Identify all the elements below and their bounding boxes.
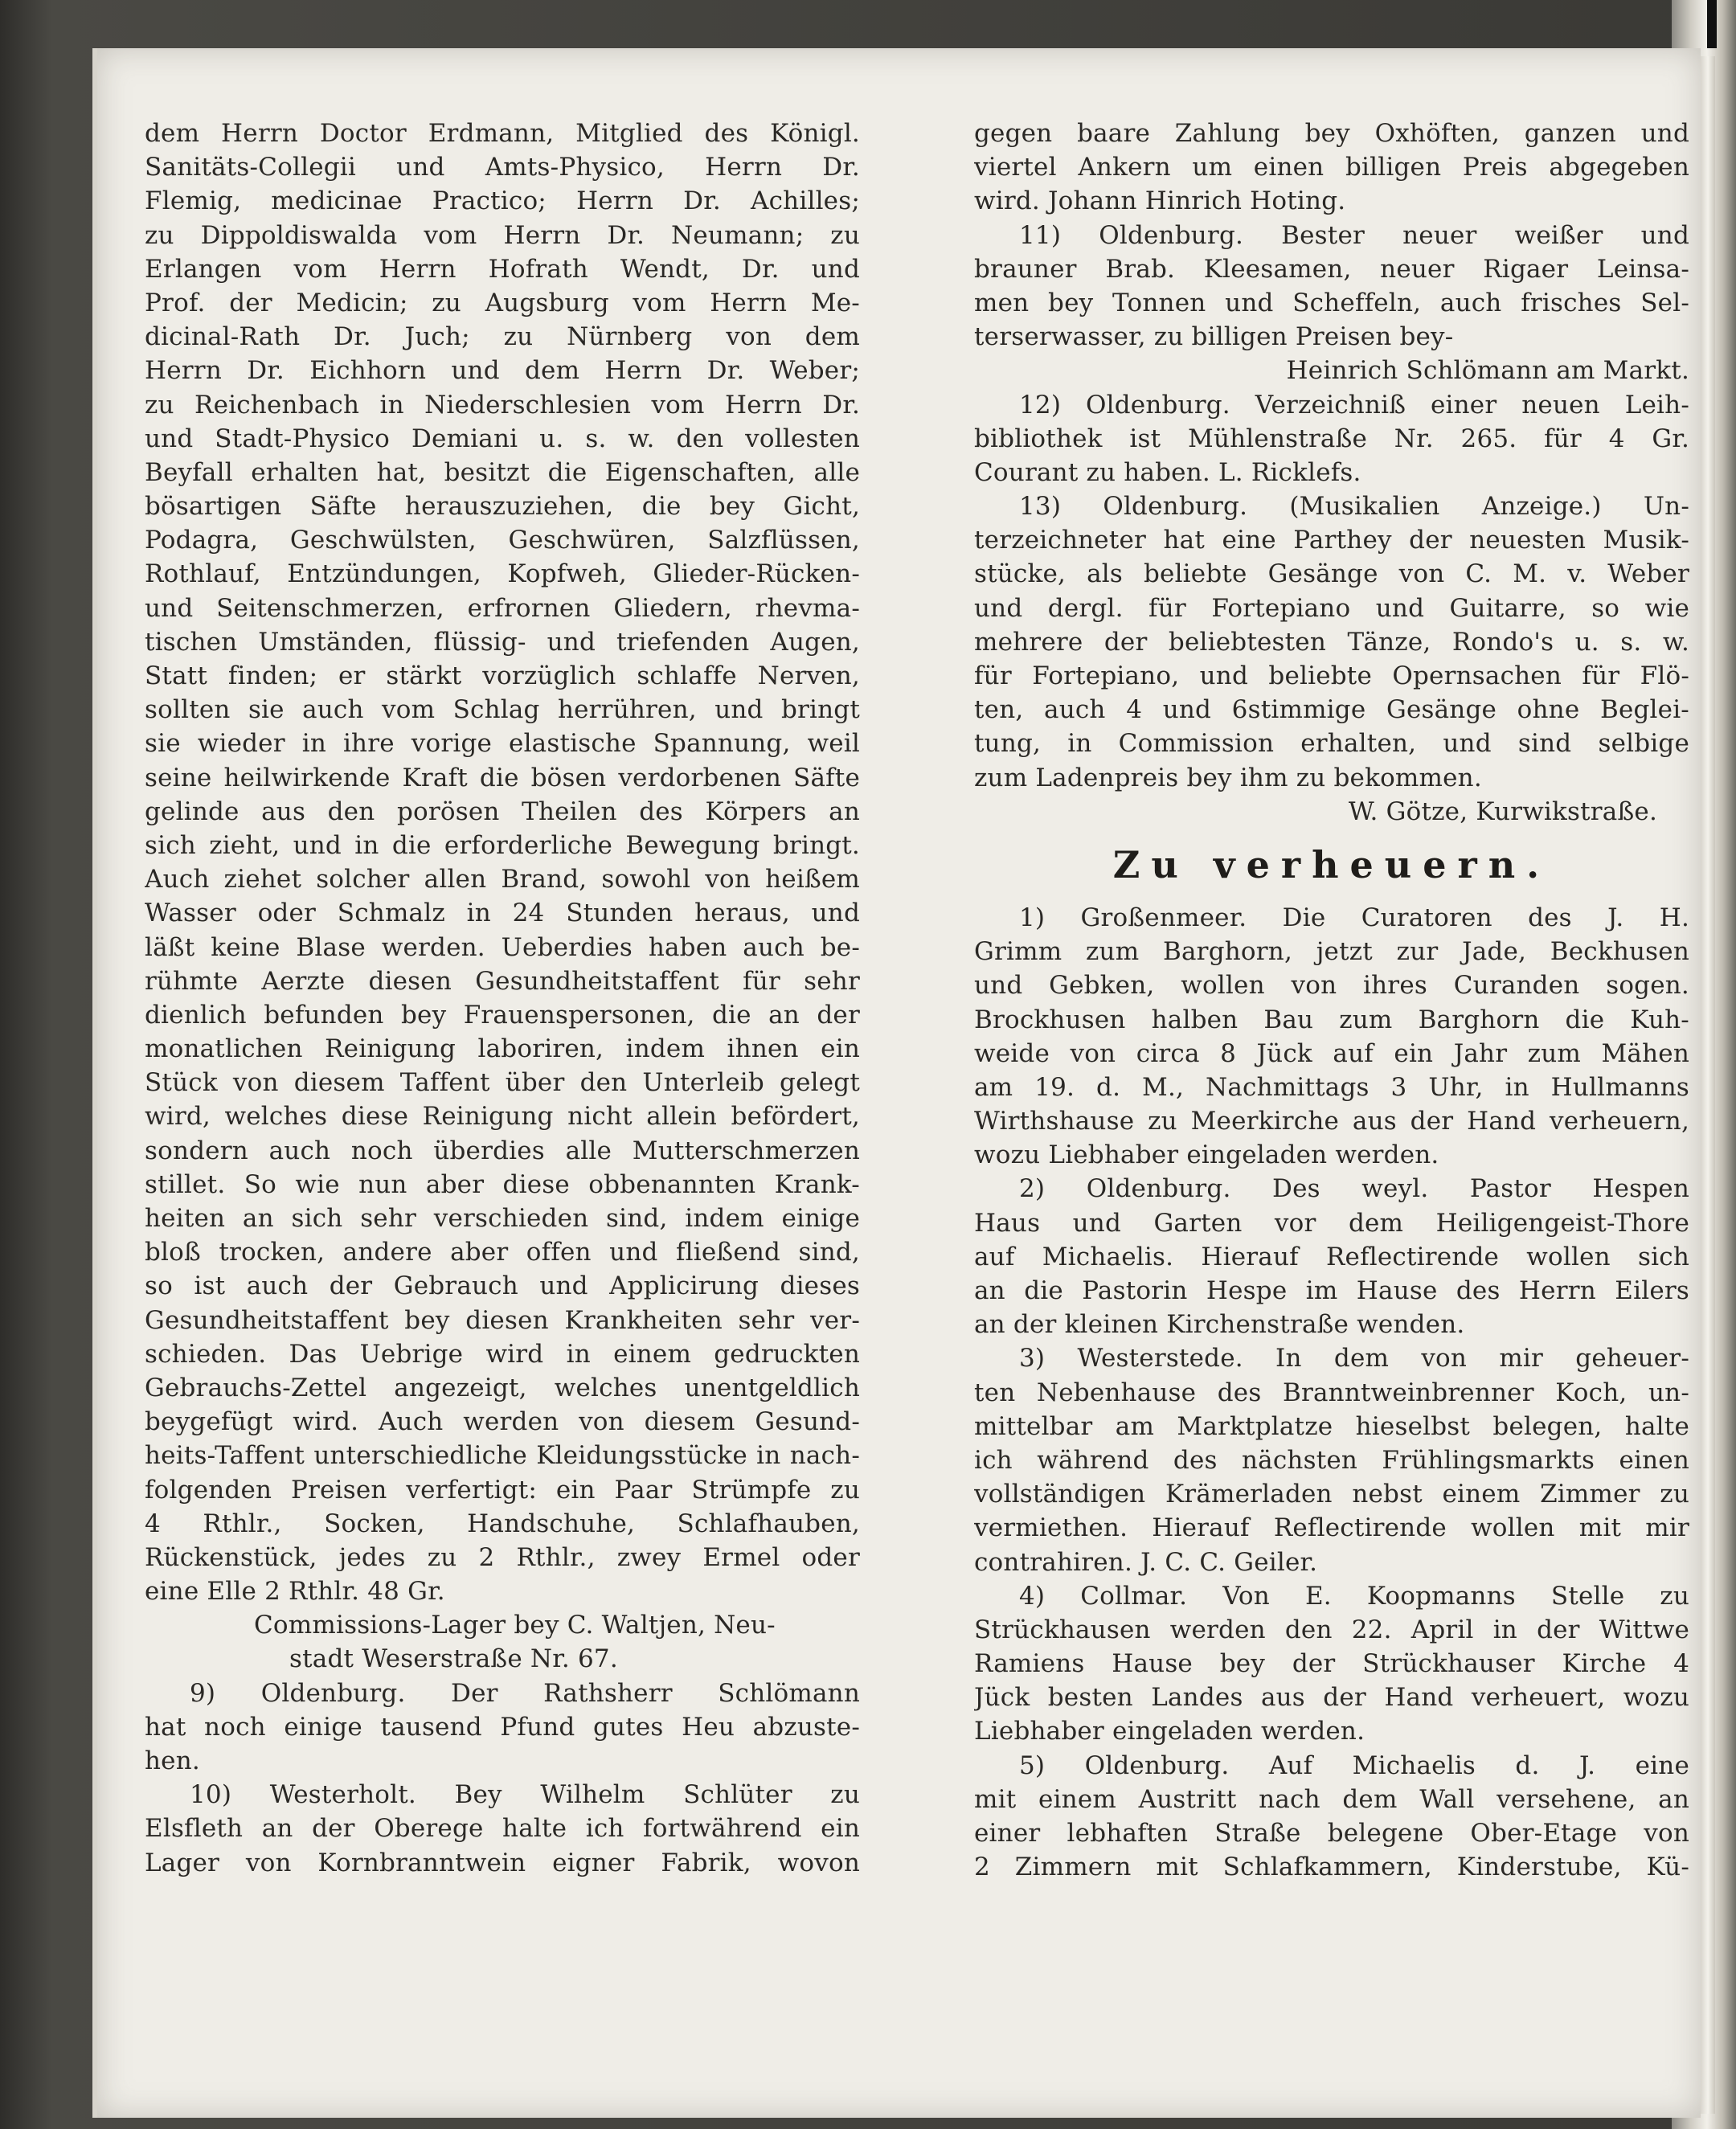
text-line: 13) Oldenburg. (Musikalien Anzeige.) Un- [1019,492,1689,522]
text-line: und Stadt-Physico Demiani u. s. w. den vollesten [145,424,860,453]
text-line: Rückenstück, jedes zu 2 Rthlr., zwey Ermel oder [145,1542,860,1572]
text-line: Erlangen vom Herrn Hofrath Wendt, Dr. und [145,254,860,284]
text-line: Gesundheitstaffent bey diesen Krankheiten sehr ver- [145,1305,860,1335]
text-line: dicinal-Rath Dr. Juch; zu Nürnberg von dem [145,322,860,352]
text-line: Auch ziehet solcher allen Brand, sowohl von heißem [145,865,860,895]
text-line: Prof. der Medicin; zu Augsburg vom Herrn Me- [145,288,860,317]
text-line: wird. Johann Hinrich Hoting. [974,186,1346,216]
text-line: 3) Westerstede. In dem von mir geheuer- [1019,1344,1689,1374]
text-line: 5) Oldenburg. Auf Michaelis d. J. eine [1019,1750,1689,1780]
text-line: sondern auch noch überdies alle Mutterschmerzen [145,1136,860,1165]
text-line: seine heilwirkende Kraft die bösen verdorbenen Säfte [145,763,860,792]
text-line: stillet. So wie nun aber diese obbenannten Krank- [145,1169,860,1199]
text-line: 12) Oldenburg. Verzeichniß einer neuen Leih- [1019,390,1689,420]
text-line: dem Herrn Doctor Erdmann, Mitglied des Königl. [145,119,860,148]
text-line: Jück besten Landes aus der Hand verheuert, wozu [974,1683,1689,1713]
text-line: Herrn Dr. Eichhorn und dem Herrn Dr. Weber; [145,356,860,386]
text-line: für Fortepiano, und beliebte Opernsachen für Flö- [974,661,1689,690]
text-line: so ist auch der Gebrauch und Applicirung dieses [145,1271,860,1301]
text-line: Strückhausen werden den 22. April in der Wittwe [974,1615,1689,1644]
text-line: hat noch einige tausend Pfund gutes Heu abzuste- [145,1712,860,1742]
text-line: Stück von diesem Taffent über den Unterleib gelegt [145,1068,860,1098]
section-heading: Zu verheuern. [1112,842,1551,886]
text-line: 2) Oldenburg. Des weyl. Pastor Hespen [1019,1174,1689,1204]
text-line: bloß trocken, andere aber offen und fließend sind, [145,1238,860,1267]
text-line: heits-Taffent unterschiedliche Kleidungsstücke in nach- [145,1441,860,1471]
text-line: Flemig, medicinae Practico; Herrn Dr. Achilles; [145,186,860,216]
text-line: Gebrauchs-Zettel angezeigt, welches unentgeldlich [145,1373,860,1402]
text-line: ich während des nächsten Frühlingsmarkts einen [974,1445,1689,1475]
text-line: ten Nebenhause des Branntweinbrenner Koch, un- [974,1378,1689,1407]
text-line: hen. [145,1746,200,1775]
text-line: gegen baare Zahlung bey Oxhöften, ganzen und [974,119,1689,148]
text-line: Wirthshause zu Meerkirche aus der Hand verheuern, [974,1107,1689,1136]
text-line: Brockhusen halben Bau zum Barghorn die Kuh- [974,1005,1689,1034]
text-line: und Gebken, wollen von ihres Curanden sogen. [974,971,1689,1001]
text-line: zum Ladenpreis bey ihm zu bekommen. [974,763,1482,792]
text-line: monatlichen Reinigung laboriren, indem ihnen ein [145,1034,860,1064]
text-line: Beyfall erhalten hat, besitzt die Eigenschaften, alle [145,457,860,487]
text-line: Sanitäts-Collegii und Amts-Physico, Herrn Dr. [145,153,860,182]
text-line: terserwasser, zu billigen Preisen bey- [974,322,1454,352]
text-line: an die Pastorin Hespe im Hause des Herrn Eilers [974,1276,1689,1305]
text-line: sich zieht, und in die erforderliche Bewegung bringt. [145,830,860,860]
text-line: an der kleinen Kirchenstraße wenden. [974,1310,1465,1340]
signature-line: W. Götze, Kurwikstraße. [1348,796,1657,826]
text-line: Ramiens Hause bey der Strückhauser Kirche 4 [974,1649,1689,1679]
text-line: schieden. Das Uebrige wird in einem gedruckten [145,1339,860,1369]
text-line: wozu Liebhaber eingeladen werden. [974,1140,1439,1170]
text-line: brauner Brab. Kleesamen, neuer Rigaer Leinsa- [974,254,1689,284]
text-line: läßt keine Blase werden. Ueberdies haben auch be- [145,932,860,962]
text-line: einer lebhaften Straße belegene Ober-Etage von [974,1819,1689,1848]
text-line: Haus und Garten vor dem Heiligengeist-Thore [974,1208,1689,1238]
text-line: 2 Zimmern mit Schlafkammern, Kinderstube, Kü- [974,1853,1689,1882]
left-column [145,117,860,1880]
text-line: stücke, als beliebte Gesänge von C. M. v. Weber [974,559,1689,589]
signature-line: Commissions-Lager bey C. Waltjen, Neu- [254,1611,776,1640]
text-line: bibliothek ist Mühlenstraße Nr. 265. für 4 Gr. [974,424,1689,453]
right-column [974,117,1689,1884]
text-line: 4) Collmar. Von E. Koopmanns Stelle zu [1019,1581,1689,1611]
text-line: Statt finden; er stärkt vorzüglich schlaffe Nerven, [145,661,860,690]
text-line: auf Michaelis. Hierauf Reflectirende wollen sich [974,1242,1689,1271]
text-line: viertel Ankern um einen billigen Preis abgegeben [974,153,1689,182]
text-line: 11) Oldenburg. Bester neuer weißer und [1019,220,1689,250]
text-line: Wasser oder Schmalz in 24 Stunden heraus, und [145,899,860,928]
text-line: ten, auch 4 und 6stimmige Gesänge ohne Beglei- [974,695,1689,725]
text-line: vollständigen Krämerladen nebst einem Zimmer zu [974,1480,1689,1509]
text-line: mit einem Austritt nach dem Wall versehene, an [974,1784,1689,1814]
text-line: Courant zu haben. L. Ricklefs. [974,457,1361,487]
text-line: Grimm zum Barghorn, jetzt zur Jade, Beckhusen [974,937,1689,967]
text-line: contrahiren. J. C. C. Geiler. [974,1547,1318,1577]
text-line: men bey Tonnen und Scheffeln, auch frisches Sel- [974,288,1689,317]
text-line: beygefügt wird. Auch werden von diesem Gesund- [145,1407,860,1437]
text-line: sollten sie auch vom Schlag herrühren, und bringt [145,695,860,725]
text-line: 9) Oldenburg. Der Rathsherr Schlömann [190,1678,860,1708]
text-line: vermiethen. Hierauf Reflectirende wollen mit mir [974,1513,1689,1543]
text-line: weide von circa 8 Jück auf ein Jahr zum Mähen [974,1038,1689,1068]
text-line: heiten an sich sehr verschieden sind, indem einige [145,1204,860,1233]
text-line: Liebhaber eingeladen werden. [974,1717,1365,1746]
text-line: Podagra, Geschwülsten, Geschwüren, Salzflüssen, [145,526,860,555]
text-line: wird, welches diese Reinigung nicht allein befördert, [145,1102,860,1132]
text-line: Rothlauf, Entzündungen, Kopfweh, Glieder-Rücken- [145,559,860,589]
text-line: mittelbar am Marktplatze hieselbst belegen, halte [974,1411,1689,1441]
signature-line: Heinrich Schlömann am Markt. [1286,356,1689,386]
text-line: Lager von Kornbranntwein eigner Fabrik, wovon [145,1848,860,1877]
text-line: 1) Großenmeer. Die Curatoren des J. H. [1019,903,1689,932]
text-line: sie wieder in ihre vorige elastische Spannung, weil [145,729,860,759]
text-line: Elsfleth an der Oberege halte ich fortwährend ein [145,1814,860,1844]
text-line: 10) Westerholt. Bey Wilhelm Schlüter zu [190,1780,860,1810]
text-line: tung, in Commission erhalten, und sind selbige [974,729,1689,759]
text-line: eine Elle 2 Rthlr. 48 Gr. [145,1577,445,1607]
signature-line: stadt Weserstraße Nr. 67. [289,1644,618,1674]
edge-mark [1707,0,1717,48]
text-line: zu Dippoldiswalda vom Herrn Dr. Neumann; zu [145,220,860,250]
text-line: bösartigen Säfte herauszuziehen, die bey Gicht, [145,492,860,522]
text-line: mehrere der beliebtesten Tänze, Rondo's u. s. w. [974,627,1689,657]
text-line: dienlich befunden bey Frauenspersonen, die an der [145,1000,860,1030]
text-line: terzeichneter hat eine Parthey der neuesten Musik- [974,526,1689,555]
text-line: tischen Umständen, flüssig- und triefenden Augen, [145,627,860,657]
text-line: und Seitenschmerzen, erfrornen Gliedern, rhevma- [145,593,860,623]
text-line: am 19. d. M., Nachmittags 3 Uhr, in Hullmanns [974,1072,1689,1102]
text-line: gelinde aus den porösen Theilen des Körpers an [145,796,860,826]
text-line: rühmte Aerzte diesen Gesundheitstaffent für sehr [145,966,860,996]
text-line: zu Reichenbach in Niederschlesien vom Herrn Dr. [145,390,860,420]
text-line: 4 Rthlr., Socken, Handschuhe, Schlafhauben, [145,1509,860,1538]
text-line: folgenden Preisen verfertigt: ein Paar Strümpfe zu [145,1475,860,1505]
text-line: und dergl. für Fortepiano und Guitarre, so wie [974,593,1689,623]
